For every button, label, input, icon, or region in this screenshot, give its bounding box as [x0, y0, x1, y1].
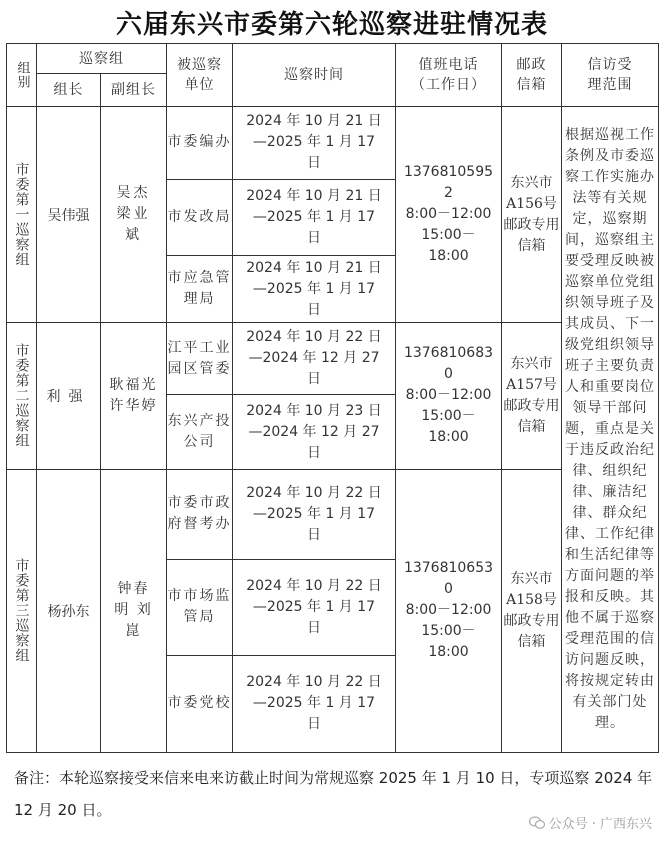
inspected-unit: 市市场监管局 [167, 560, 233, 655]
header-unit: 被巡察单位 [167, 44, 233, 107]
page-title: 六届东兴市委第六轮巡察进驻情况表 [115, 10, 548, 40]
header-scope: 信访受理范围 [562, 44, 659, 107]
inspected-unit: 市委编办 [167, 107, 233, 179]
group-leader: 杨孙东 [37, 469, 101, 752]
inspection-time: 2024 年 10 月 22 日—2025 年 1 月 17 日 [233, 469, 396, 559]
mailbox: 东兴市A157号邮政专用信箱 [502, 323, 562, 470]
header-deputy: 副组长 [101, 74, 167, 107]
watermark-text: 公众号 · 广西东兴 [548, 817, 652, 832]
inspection-table [6, 43, 659, 753]
group-leader: 吴伟强 [37, 107, 101, 323]
header-time: 巡察时间 [233, 44, 396, 107]
inspection-time: 2024 年 10 月 22 日—2024 年 12 月 27 日 [233, 323, 396, 395]
footnote-text: 本轮巡察接受来信来电来访截止时间为常规巡察 2025 年 1 月 10 日，专项巡察 2024 年 12 月 20 日。 [14, 769, 653, 819]
inspected-unit: 江平工业园区管委 [167, 323, 233, 395]
duty-phone: 13768106830 8:00－12:00 15:00－18:00 [396, 323, 502, 470]
group-leader: 利强 [37, 323, 101, 470]
inspection-time: 2024 年 10 月 21 日—2025 年 1 月 17 日 [233, 255, 396, 322]
group-deputy: 钟春明 刘崑 [101, 469, 167, 752]
watermark [529, 813, 652, 832]
duty-phone: 13768105952 8:00－12:00 15:00－18:00 [396, 107, 502, 323]
wechat-icon [529, 816, 545, 830]
inspected-unit: 市应急管理局 [167, 255, 233, 322]
mailbox: 东兴市A156号邮政专用信箱 [502, 107, 562, 323]
inspected-unit: 市委市政府督考办 [167, 469, 233, 559]
scope-text: 根据巡视工作条例及市委巡察工作实施办法等有关规定，巡察期间，巡察组主要受理反映被巡察单位党组织领导班子及其成员、下一级党组织领导班子主要负责人和重要岗位领导干部问题，重点是关于违反政治纪律、组织纪律、廉洁纪律、群众纪律、工作纪律和生活纪律等方面问题的举报和反映。其他不属于巡察受理范围的信访问题反映，将按规定转由有关部门处理。 [562, 107, 659, 753]
table-row [7, 469, 659, 559]
inspection-time: 2024 年 10 月 23 日—2024 年 12 月 27 日 [233, 395, 396, 469]
group-name: 市委第三巡察组 [7, 469, 37, 752]
group-name: 市委第一巡察组 [7, 107, 37, 323]
header-team: 巡察组 [37, 44, 167, 74]
header-phone: 值班电话（工作日） [396, 44, 502, 107]
header-mailbox: 邮政信箱 [502, 44, 562, 107]
inspected-unit: 市发改局 [167, 179, 233, 255]
table-row [7, 323, 659, 395]
group-name: 市委第二巡察组 [7, 323, 37, 470]
inspection-time: 2024 年 10 月 22 日—2025 年 1 月 17 日 [233, 560, 396, 655]
inspection-time: 2024 年 10 月 21 日—2025 年 1 月 17 日 [233, 107, 396, 179]
inspection-time: 2024 年 10 月 22 日—2025 年 1 月 17 日 [233, 655, 396, 752]
inspected-unit: 东兴产投公司 [167, 395, 233, 469]
header-leader: 组长 [37, 74, 101, 107]
inspected-unit: 市委党校 [167, 655, 233, 752]
mailbox: 东兴市A158号邮政专用信箱 [502, 469, 562, 752]
footnote-label: 备注： [14, 769, 60, 787]
group-deputy: 吴杰 梁业斌 [101, 107, 167, 323]
duty-phone: 13768106530 8:00－12:00 15:00－18:00 [396, 469, 502, 752]
table-row [7, 107, 659, 179]
header-group: 组别 [7, 44, 37, 107]
group-deputy: 耿福光 许华婷 [101, 323, 167, 470]
inspection-time: 2024 年 10 月 21 日—2025 年 1 月 17 日 [233, 179, 396, 255]
